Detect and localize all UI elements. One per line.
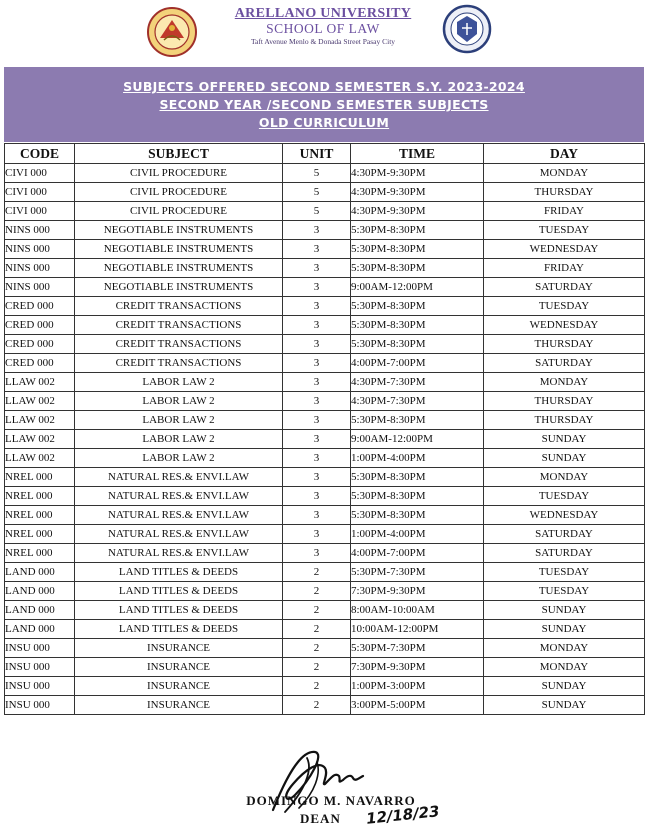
cell-unit: 3: [283, 373, 351, 392]
table-row: [5, 373, 645, 392]
header-code: CODE: [5, 144, 75, 164]
cell-day: TUESDAY: [484, 582, 645, 601]
cell-code: LAND 000: [5, 563, 75, 582]
cell-code: LLAW 002: [5, 449, 75, 468]
cell-unit: 3: [283, 487, 351, 506]
cell-subject: NEGOTIABLE INSTRUMENTS: [75, 240, 283, 259]
cell-code: LLAW 002: [5, 373, 75, 392]
cell-time: 4:00PM-7:00PM: [351, 544, 484, 563]
cell-day: SATURDAY: [484, 544, 645, 563]
cell-time: 5:30PM-8:30PM: [351, 487, 484, 506]
cell-subject: NEGOTIABLE INSTRUMENTS: [75, 278, 283, 297]
table-row: [5, 506, 645, 525]
cell-subject: CIVIL PROCEDURE: [75, 202, 283, 221]
cell-unit: 3: [283, 278, 351, 297]
document-header: [0, 0, 650, 60]
table-row: [5, 620, 645, 639]
cell-day: TUESDAY: [484, 297, 645, 316]
cell-unit: 3: [283, 316, 351, 335]
cell-code: CRED 000: [5, 316, 75, 335]
cell-day: WEDNESDAY: [484, 316, 645, 335]
cell-subject: LAND TITLES & DEEDS: [75, 601, 283, 620]
cell-time: 5:30PM-7:30PM: [351, 639, 484, 658]
cell-day: MONDAY: [484, 658, 645, 677]
cell-time: 7:30PM-9:30PM: [351, 658, 484, 677]
cell-subject: CREDIT TRANSACTIONS: [75, 354, 283, 373]
cell-unit: 2: [283, 677, 351, 696]
cell-unit: 3: [283, 506, 351, 525]
cell-subject: NEGOTIABLE INSTRUMENTS: [75, 259, 283, 278]
cell-day: MONDAY: [484, 468, 645, 487]
cell-time: 4:00PM-7:00PM: [351, 354, 484, 373]
cell-time: 3:00PM-5:00PM: [351, 696, 484, 715]
cell-time: 5:30PM-8:30PM: [351, 316, 484, 335]
cell-time: 1:00PM-3:00PM: [351, 677, 484, 696]
cell-unit: 3: [283, 335, 351, 354]
cell-day: SUNDAY: [484, 677, 645, 696]
cell-code: LLAW 002: [5, 430, 75, 449]
table-row: [5, 525, 645, 544]
cell-code: NREL 000: [5, 506, 75, 525]
cell-day: SATURDAY: [484, 354, 645, 373]
cell-unit: 3: [283, 240, 351, 259]
cell-time: 5:30PM-7:30PM: [351, 563, 484, 582]
school-address: Taft Avenue Menlo & Donada Street Pasay City: [250, 37, 396, 46]
cell-time: 4:30PM-9:30PM: [351, 183, 484, 202]
table-row: [5, 639, 645, 658]
cell-day: MONDAY: [484, 639, 645, 658]
cell-time: 1:00PM-4:00PM: [351, 449, 484, 468]
cell-subject: CREDIT TRANSACTIONS: [75, 335, 283, 354]
table-row: [5, 164, 645, 183]
cell-code: CRED 000: [5, 354, 75, 373]
cell-code: NREL 000: [5, 525, 75, 544]
cell-unit: 3: [283, 449, 351, 468]
cell-day: WEDNESDAY: [484, 240, 645, 259]
cell-unit: 3: [283, 259, 351, 278]
cell-unit: 2: [283, 582, 351, 601]
cell-code: CIVI 000: [5, 202, 75, 221]
cell-day: THURSDAY: [484, 392, 645, 411]
cell-code: NREL 000: [5, 487, 75, 506]
cell-code: CIVI 000: [5, 183, 75, 202]
cell-unit: 5: [283, 164, 351, 183]
cell-unit: 3: [283, 221, 351, 240]
cell-day: SATURDAY: [484, 278, 645, 297]
table-row: [5, 430, 645, 449]
cell-unit: 3: [283, 411, 351, 430]
cell-code: LLAW 002: [5, 411, 75, 430]
table-row: [5, 449, 645, 468]
school-name: SCHOOL OF LAW: [266, 21, 380, 36]
table-row: [5, 601, 645, 620]
table-row: [5, 487, 645, 506]
cell-unit: 2: [283, 696, 351, 715]
cell-subject: NATURAL RES.& ENVI.LAW: [75, 506, 283, 525]
cell-subject: CREDIT TRANSACTIONS: [75, 297, 283, 316]
cell-day: TUESDAY: [484, 487, 645, 506]
cell-unit: 2: [283, 620, 351, 639]
subjects-table: [4, 143, 645, 715]
table-row: [5, 544, 645, 563]
banner-title: SUBJECTS OFFERED SECOND SEMESTER S.Y. 2023-2024: [123, 79, 525, 94]
cell-subject: NATURAL RES.& ENVI.LAW: [75, 487, 283, 506]
cell-day: THURSDAY: [484, 183, 645, 202]
cell-day: TUESDAY: [484, 221, 645, 240]
cell-time: 5:30PM-8:30PM: [351, 335, 484, 354]
cell-day: WEDNESDAY: [484, 506, 645, 525]
cell-unit: 5: [283, 183, 351, 202]
cell-code: LLAW 002: [5, 392, 75, 411]
university-name: ARELLANO UNIVERSITY: [234, 6, 412, 21]
table-row: [5, 696, 645, 715]
cell-time: 1:00PM-4:00PM: [351, 525, 484, 544]
cell-unit: 3: [283, 354, 351, 373]
cell-subject: LAND TITLES & DEEDS: [75, 620, 283, 639]
cell-subject: LABOR LAW 2: [75, 430, 283, 449]
cell-unit: 3: [283, 430, 351, 449]
table-row: [5, 354, 645, 373]
table-row: [5, 563, 645, 582]
signature-date: 12/18/23: [365, 802, 441, 828]
cell-day: MONDAY: [484, 373, 645, 392]
cell-time: 9:00AM-12:00PM: [351, 278, 484, 297]
cell-code: NREL 000: [5, 468, 75, 487]
cell-subject: INSURANCE: [75, 639, 283, 658]
cell-time: 4:30PM-9:30PM: [351, 164, 484, 183]
cell-subject: LAND TITLES & DEEDS: [75, 563, 283, 582]
cell-day: SATURDAY: [484, 525, 645, 544]
cell-unit: 3: [283, 468, 351, 487]
cell-subject: LABOR LAW 2: [75, 392, 283, 411]
cell-code: CRED 000: [5, 335, 75, 354]
cell-unit: 3: [283, 297, 351, 316]
header-subject: SUBJECT: [75, 144, 283, 164]
cell-code: LAND 000: [5, 601, 75, 620]
cell-day: THURSDAY: [484, 335, 645, 354]
cell-code: NINS 000: [5, 259, 75, 278]
cell-day: SUNDAY: [484, 696, 645, 715]
table-row: [5, 278, 645, 297]
cell-day: THURSDAY: [484, 411, 645, 430]
cell-subject: NATURAL RES.& ENVI.LAW: [75, 468, 283, 487]
cell-day: TUESDAY: [484, 563, 645, 582]
cell-time: 8:00AM-10:00AM: [351, 601, 484, 620]
table-row: [5, 677, 645, 696]
cell-time: 4:30PM-7:30PM: [351, 392, 484, 411]
cell-code: CRED 000: [5, 297, 75, 316]
cell-time: 5:30PM-8:30PM: [351, 506, 484, 525]
cell-code: NINS 000: [5, 221, 75, 240]
cell-unit: 2: [283, 639, 351, 658]
cell-time: 5:30PM-8:30PM: [351, 297, 484, 316]
cell-unit: 3: [283, 525, 351, 544]
cell-code: NINS 000: [5, 278, 75, 297]
arellano-seal-icon: [146, 6, 198, 58]
cell-unit: 2: [283, 563, 351, 582]
signatory-title: DEAN: [300, 811, 341, 826]
table-row: [5, 221, 645, 240]
cell-day: SUNDAY: [484, 449, 645, 468]
cell-unit: 2: [283, 601, 351, 620]
table-row: [5, 335, 645, 354]
cell-subject: CIVIL PROCEDURE: [75, 164, 283, 183]
cell-unit: 3: [283, 544, 351, 563]
cell-subject: NATURAL RES.& ENVI.LAW: [75, 525, 283, 544]
table-header-row: [5, 144, 645, 164]
school-of-law-seal-icon: [442, 4, 492, 54]
cell-time: 5:30PM-8:30PM: [351, 468, 484, 487]
signatory-name: DOMINGO M. NAVARRO: [246, 793, 416, 808]
cell-subject: INSURANCE: [75, 696, 283, 715]
cell-time: 9:00AM-12:00PM: [351, 430, 484, 449]
cell-subject: CIVIL PROCEDURE: [75, 183, 283, 202]
table-row: [5, 240, 645, 259]
cell-subject: LABOR LAW 2: [75, 411, 283, 430]
cell-code: LAND 000: [5, 582, 75, 601]
table-row: [5, 392, 645, 411]
cell-day: MONDAY: [484, 164, 645, 183]
table-row: [5, 202, 645, 221]
table-row: [5, 411, 645, 430]
cell-time: 5:30PM-8:30PM: [351, 259, 484, 278]
cell-day: FRIDAY: [484, 202, 645, 221]
cell-code: INSU 000: [5, 639, 75, 658]
table-row: [5, 259, 645, 278]
cell-time: 7:30PM-9:30PM: [351, 582, 484, 601]
cell-subject: CREDIT TRANSACTIONS: [75, 316, 283, 335]
cell-time: 10:00AM-12:00PM: [351, 620, 484, 639]
cell-time: 5:30PM-8:30PM: [351, 221, 484, 240]
cell-day: FRIDAY: [484, 259, 645, 278]
cell-code: CIVI 000: [5, 164, 75, 183]
table-row: [5, 297, 645, 316]
cell-time: 4:30PM-7:30PM: [351, 373, 484, 392]
cell-subject: INSURANCE: [75, 677, 283, 696]
cell-subject: INSURANCE: [75, 658, 283, 677]
cell-time: 4:30PM-9:30PM: [351, 202, 484, 221]
title-banner: [4, 67, 644, 142]
banner-curriculum: OLD CURRICULUM: [258, 115, 390, 130]
cell-code: INSU 000: [5, 696, 75, 715]
cell-day: SUNDAY: [484, 430, 645, 449]
cell-day: SUNDAY: [484, 620, 645, 639]
cell-time: 5:30PM-8:30PM: [351, 411, 484, 430]
cell-unit: 3: [283, 392, 351, 411]
banner-subtitle: SECOND YEAR /SECOND SEMESTER SUBJECTS: [159, 97, 489, 112]
table-row: [5, 468, 645, 487]
cell-code: INSU 000: [5, 677, 75, 696]
header-unit: UNIT: [283, 144, 351, 164]
cell-code: NINS 000: [5, 240, 75, 259]
table-row: [5, 316, 645, 335]
cell-day: SUNDAY: [484, 601, 645, 620]
cell-subject: LABOR LAW 2: [75, 449, 283, 468]
cell-unit: 5: [283, 202, 351, 221]
cell-code: INSU 000: [5, 658, 75, 677]
cell-time: 5:30PM-8:30PM: [351, 240, 484, 259]
header-time: TIME: [351, 144, 484, 164]
table-row: [5, 183, 645, 202]
cell-unit: 2: [283, 658, 351, 677]
cell-subject: LABOR LAW 2: [75, 373, 283, 392]
table-row: [5, 658, 645, 677]
cell-subject: NATURAL RES.& ENVI.LAW: [75, 544, 283, 563]
cell-code: LAND 000: [5, 620, 75, 639]
cell-subject: LAND TITLES & DEEDS: [75, 582, 283, 601]
cell-code: NREL 000: [5, 544, 75, 563]
table-body: [5, 164, 645, 715]
cell-subject: NEGOTIABLE INSTRUMENTS: [75, 221, 283, 240]
table-row: [5, 582, 645, 601]
header-day: DAY: [484, 144, 645, 164]
